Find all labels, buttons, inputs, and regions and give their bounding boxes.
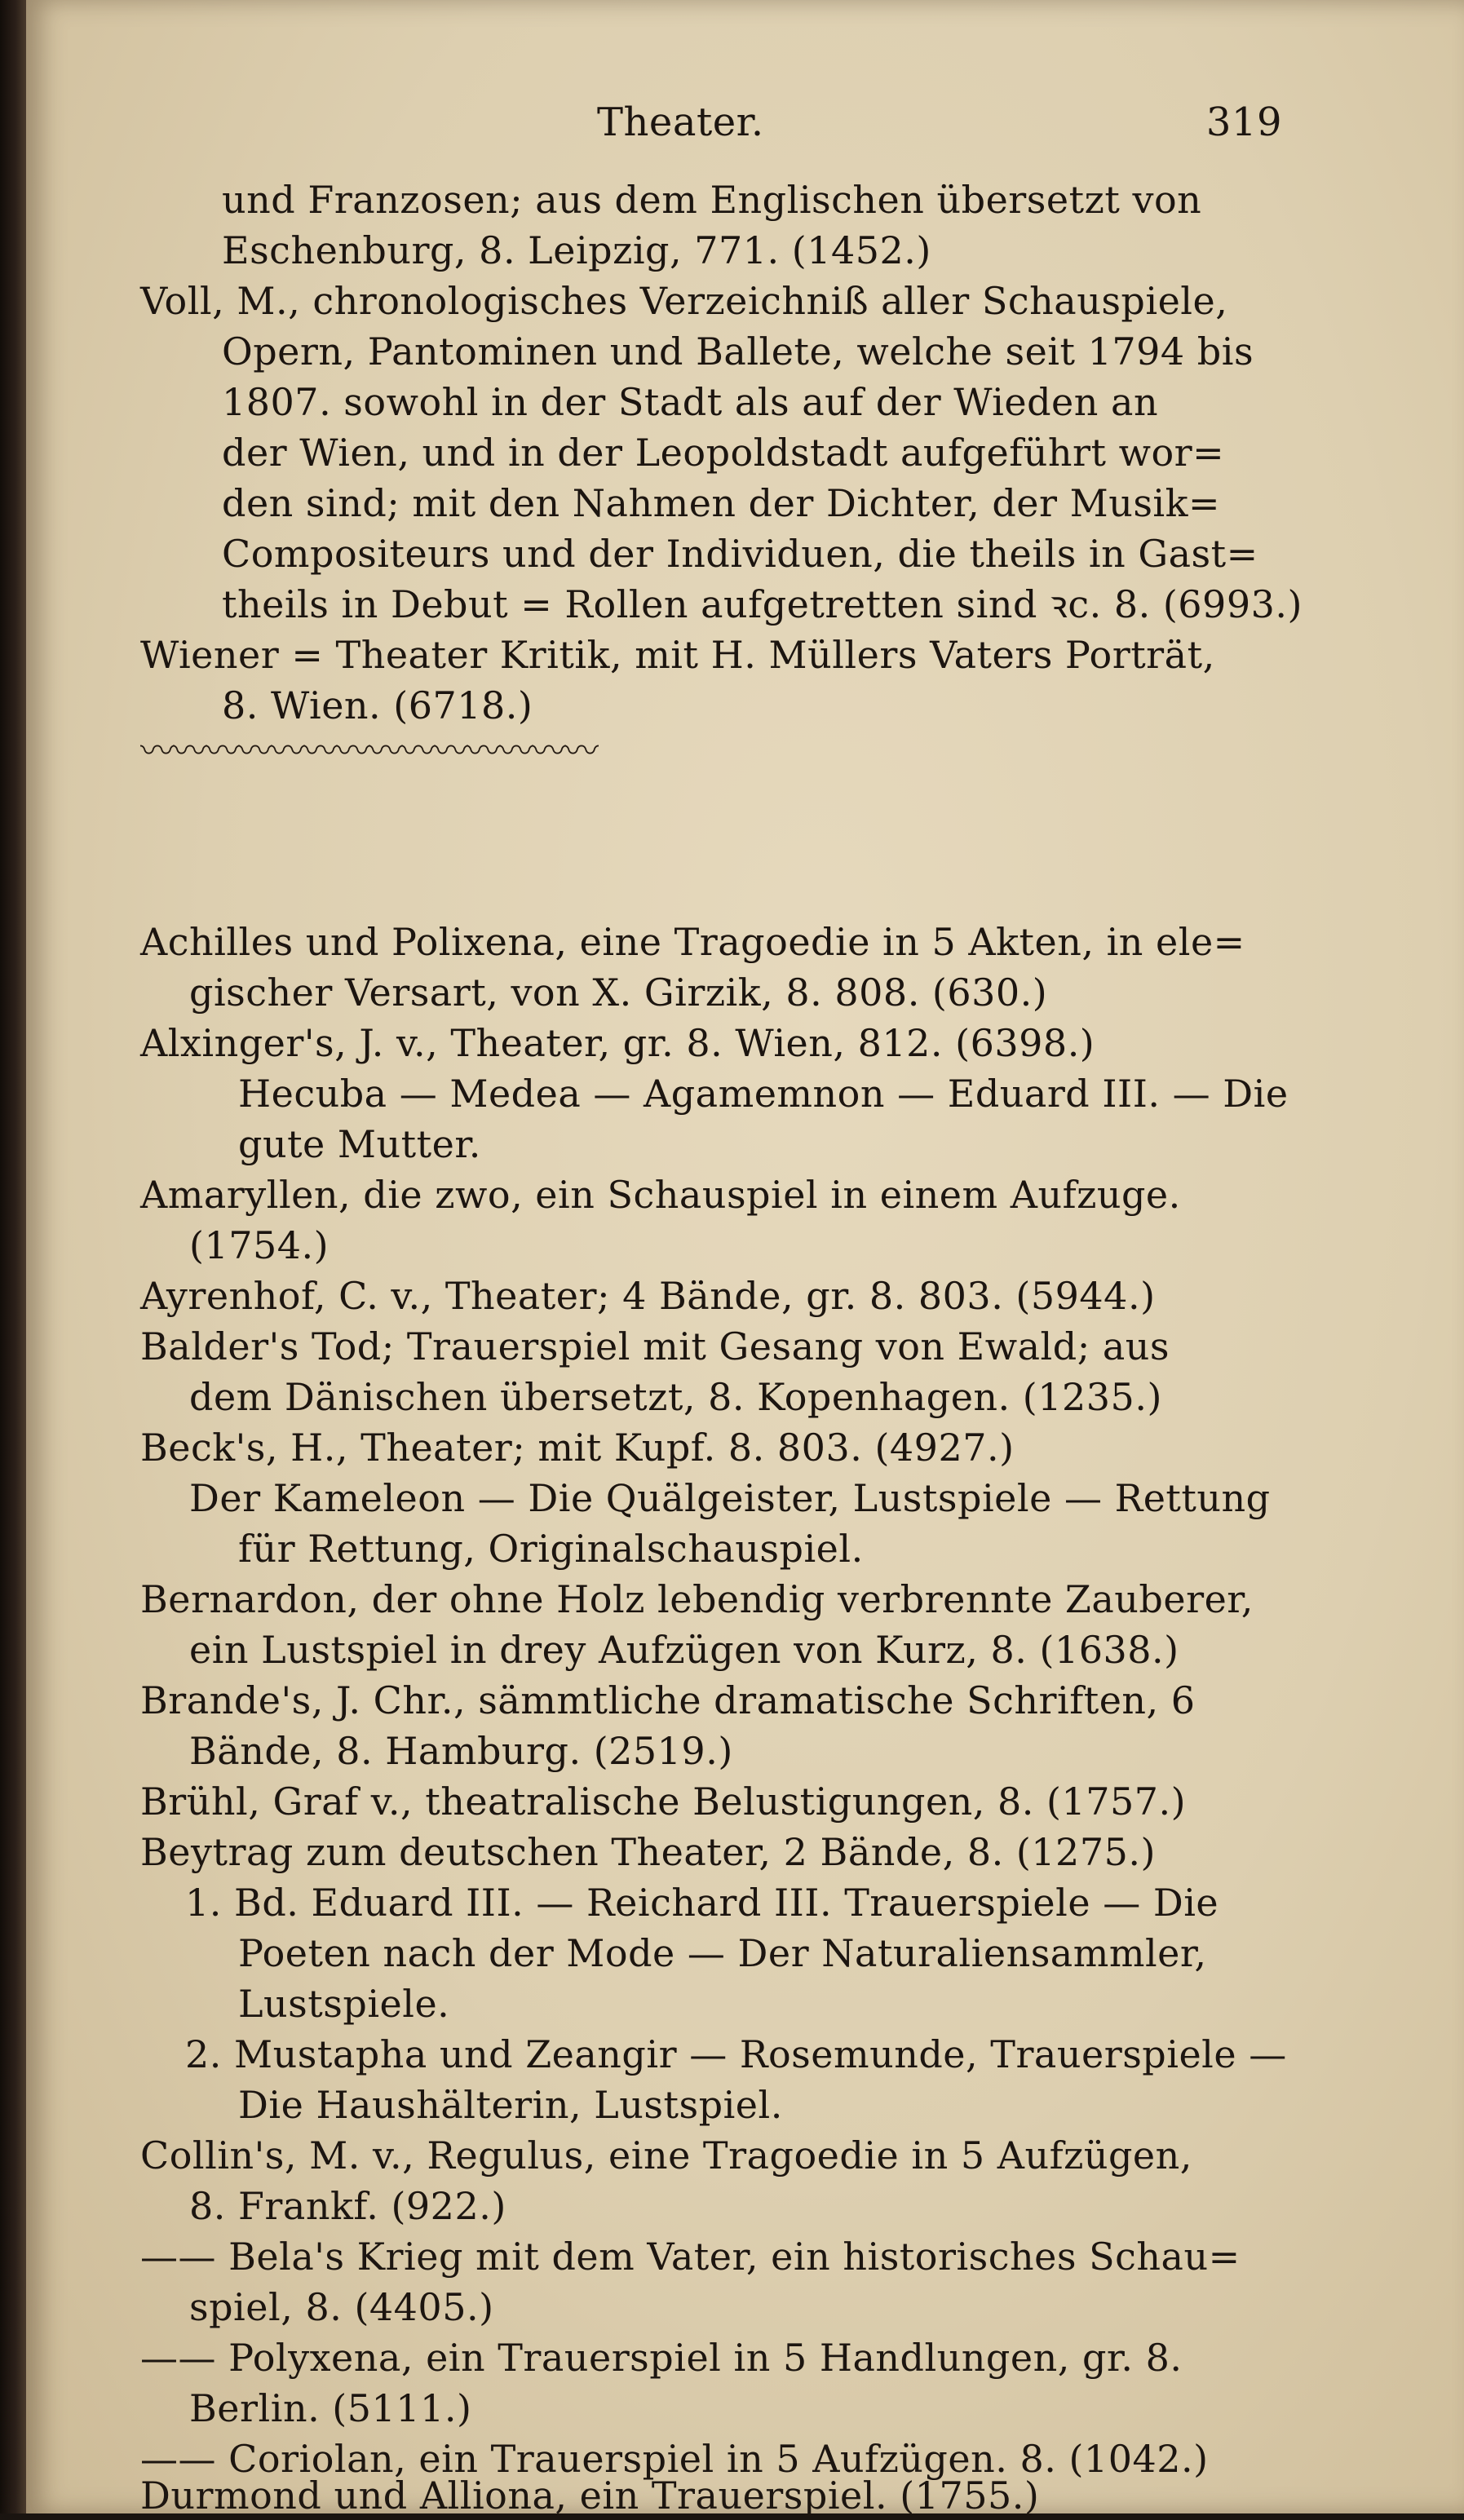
entry-line: Voll, M., chronologisches Verzeichniß aller Schauspiele, (140, 279, 1228, 323)
entry-line: spiel, 8. (4405.) (189, 2285, 494, 2329)
entry-line: gischer Versart, von X. Girzik, 8. 808. (630.) (189, 970, 1048, 1015)
entry-line: für Rettung, Originalschauspiel. (238, 1527, 864, 1571)
book-page (26, 0, 1464, 2518)
entry-line: Brühl, Graf v., theatralische Belustigungen, 8. (1757.) (140, 1779, 1187, 1824)
entry-line: den sind; mit den Nahmen der Dichter, der Musik= (222, 481, 1221, 525)
entry-line: Lustspiele. (238, 1982, 450, 2026)
entry-line: Opern, Pantominen und Ballete, welche seit 1794 bis (222, 329, 1254, 374)
entry-line: Der Kameleon — Die Quälgeister, Lustspiele — Rettung (189, 1476, 1271, 1520)
book-binding-edge (0, 0, 26, 2513)
entry-line: 8. Wien. (6718.) (222, 683, 533, 727)
entry-line: Bernardon, der ohne Holz lebendig verbrennte Zauberer, (140, 1577, 1254, 1621)
entry-line: (1754.) (189, 1223, 330, 1267)
entry-line: Beytrag zum deutschen Theater, 2 Bände, 8. (1275.) (140, 1830, 1156, 1874)
entry-line: ein Lustspiel in drey Aufzügen von Kurz, 8. (1638.) (189, 1628, 1179, 1672)
entry-line: dem Dänischen übersetzt, 8. Kopenhagen. (1235.) (189, 1375, 1162, 1419)
entry-line: und Franzosen; aus dem Englischen übersetzt von (222, 178, 1202, 222)
section-divider-ornament: 〰〰〰〰〰〰〰〰〰〰〰〰〰〰 (140, 731, 598, 771)
entry-line: Bände, 8. Hamburg. (2519.) (189, 1729, 733, 1773)
entry-line: Wiener = Theater Kritik, mit H. Müllers Vaters Porträt, (140, 633, 1215, 677)
entry-line: Poeten nach der Mode — Der Naturaliensammler, (238, 1931, 1207, 1975)
entry-line: Ayrenhof, C. v., Theater; 4 Bände, gr. 8. 803. (5944.) (140, 1274, 1156, 1318)
entry-line: 2. Mustapha und Zeangir — Rosemunde, Trauerspiele — (185, 2032, 1287, 2076)
entry-line: Alxinger's, J. v., Theater, gr. 8. Wien, 812. (6398.) (140, 1021, 1095, 1065)
entry-line: Berlin. (5111.) (189, 2386, 472, 2430)
entry-line: Durmond und Alliona, ein Trauerspiel. (1755.) (140, 2474, 1040, 2518)
entry-line: Collin's, M. v., Regulus, eine Tragoedie in 5 Aufzügen, (140, 2133, 1192, 2177)
entry-line: Beck's, H., Theater; mit Kupf. 8. 803. (4927.) (140, 1426, 1015, 1470)
entry-line: Balder's Tod; Trauerspiel mit Gesang von Ewald; aus (140, 1324, 1170, 1368)
running-head (140, 99, 1282, 148)
entry-line: —— Polyxena, ein Trauerspiel in 5 Handlungen, gr. 8. (140, 2336, 1183, 2380)
entry-line: 1. Bd. Eduard III. — Reichard III. Trauerspiele — Die (185, 1881, 1219, 1925)
entry-line: —— Bela's Krieg mit dem Vater, ein historisches Schau= (140, 2235, 1241, 2279)
entry-line: Hecuba — Medea — Agamemnon — Eduard III. — Die (238, 1072, 1289, 1116)
entry-line: Die Haushälterin, Lustspiel. (238, 2083, 783, 2127)
entry-line: der Wien, und in der Leopoldstadt aufgeführt wor= (222, 431, 1225, 475)
entry-line: 8. Frankf. (922.) (189, 2184, 506, 2228)
entry-line: Compositeurs und der Individuen, die theils in Gast= (222, 532, 1258, 576)
entry-line: Achilles und Polixena, eine Tragoedie in 5 Akten, in ele= (140, 920, 1245, 964)
entry-line: Amaryllen, die zwo, ein Schauspiel in einem Aufzuge. (140, 1173, 1181, 1217)
entry-line: Brande's, J. Chr., sämmtliche dramatische Schriften, 6 (140, 1678, 1196, 1722)
entry-line: gute Mutter. (238, 1122, 481, 1166)
entry-line: 1807. sowohl in der Stadt als auf der Wieden an (222, 380, 1159, 424)
page-title: Theater. (597, 99, 764, 145)
entry-line: —— Coriolan, ein Trauerspiel in 5 Aufzügen. 8. (1042.) (140, 2437, 1209, 2481)
entry-line: Eschenburg, 8. Leipzig, 771. (1452.) (222, 228, 931, 272)
page-number: 319 (1205, 99, 1282, 145)
entry-line: theils in Debut = Rollen aufgetretten sind ꝛc. 8. (6993.) (222, 582, 1303, 626)
